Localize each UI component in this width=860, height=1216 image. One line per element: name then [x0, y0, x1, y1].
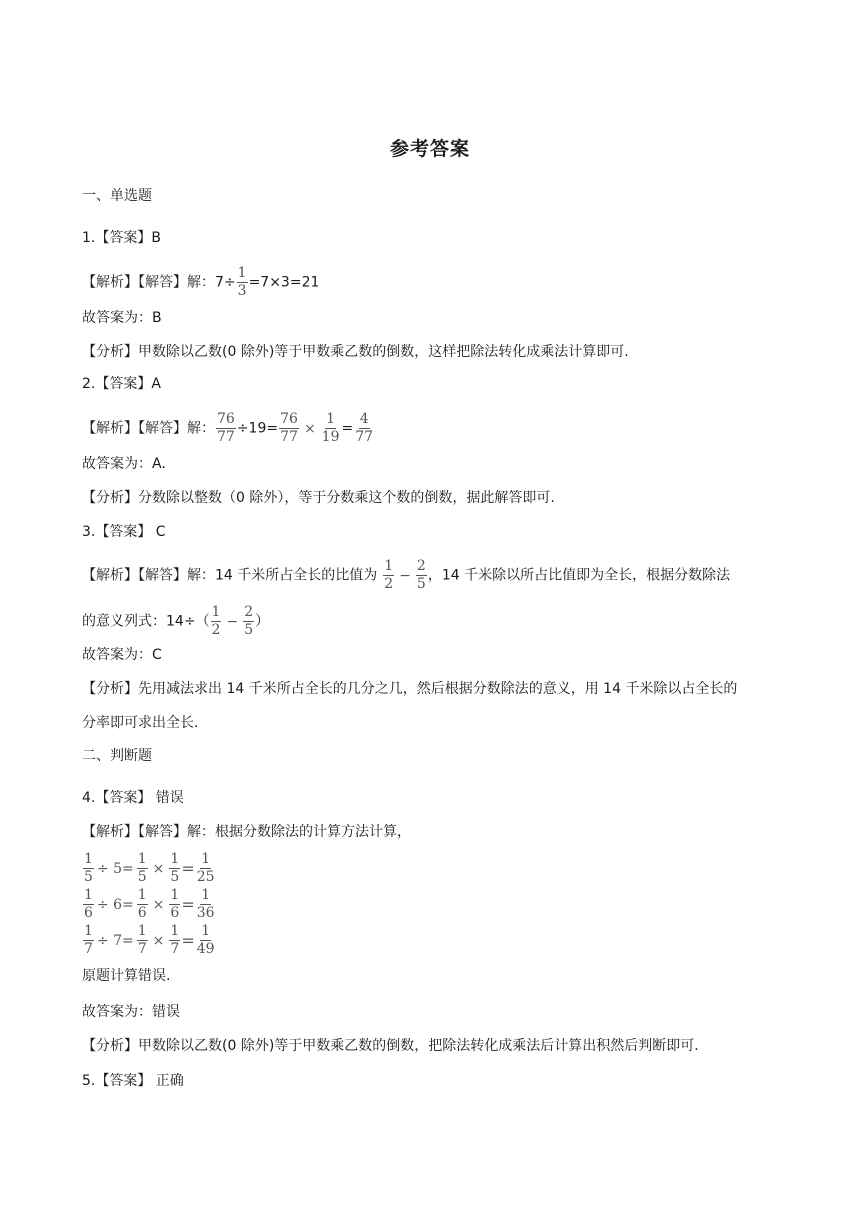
frac-denominator: 77	[355, 429, 374, 445]
frac-numerator: 1	[201, 887, 211, 903]
frac-numerator: 1	[237, 265, 247, 281]
frac-numerator: 1	[137, 887, 147, 903]
q2-analysis-prefix: 【解析】【解答】解：	[82, 420, 215, 437]
frac-numerator: 1	[326, 411, 336, 427]
q4-row3-d	[196, 924, 216, 957]
frac-denominator: 7	[84, 941, 93, 957]
q4-row3-c	[169, 924, 180, 957]
q1-expr-b: =7×3=21	[248, 274, 320, 291]
q2-times: ×	[303, 420, 316, 437]
frac-numerator: 1	[170, 851, 180, 867]
q4-row2-div: ÷ 6=	[96, 896, 134, 913]
q3-note-line1: 【分析】先用减法求出 14 千米所占全长的几分之几，然后根据分数除法的意义，用 14 千米除以占全长的	[82, 681, 738, 697]
frac-numerator: 1	[170, 923, 180, 939]
frac-denominator: 7	[170, 941, 180, 957]
q1-fraction	[237, 266, 248, 299]
q4-row3-times: ×	[152, 932, 165, 949]
q1-conclusion: 故答案为：B	[82, 310, 162, 326]
q4-row3-a	[83, 924, 94, 957]
q2-conclusion: 故答案为：A.	[82, 456, 166, 472]
q4-calc-row	[82, 888, 217, 921]
q4-row2-b	[137, 888, 148, 921]
frac-denominator: 19	[321, 429, 340, 445]
q4-row1-a	[83, 852, 94, 885]
q4-row1-d	[196, 852, 216, 885]
q2-fraction-4	[354, 412, 374, 445]
frac-denominator: 2	[384, 576, 394, 592]
frac-denominator: 3	[237, 283, 247, 299]
q3-analysis-line2	[82, 605, 269, 638]
frac-denominator: 77	[280, 429, 298, 445]
q3-line2-b: ）	[255, 613, 270, 630]
q3-minus: −	[399, 567, 411, 584]
q2-fraction-2	[279, 412, 299, 445]
frac-numerator: 76	[280, 411, 298, 427]
q4-row2-a	[83, 888, 94, 921]
frac-denominator: 6	[84, 905, 93, 921]
q4-note: 【分析】甲数除以乙数(0 除外)等于甲数乘乙数的倒数，把除法转化成乘法后计算出积然后判断即可.	[82, 1038, 699, 1054]
frac-denominator: 5	[170, 869, 180, 885]
q3-fraction-3	[211, 605, 222, 638]
frac-denominator: 77	[217, 429, 235, 445]
q3-minus-2: −	[226, 613, 239, 630]
frac-numerator: 1	[170, 887, 180, 903]
q3-analysis-line1	[82, 559, 730, 592]
page-title: 参考答案	[389, 138, 470, 160]
frac-denominator: 5	[137, 869, 147, 885]
q4-row1-b	[137, 852, 148, 885]
q2-answer: 2.【答案】A	[82, 376, 161, 392]
q3-line2-a: 的意义列式：14÷（	[82, 613, 210, 630]
q4-row3-b	[137, 924, 148, 957]
q3-line1-a: 【解析】【解答】解：14 千米所占全长的比值为	[82, 567, 378, 584]
frac-denominator: 6	[137, 905, 147, 921]
frac-denominator: 5	[244, 622, 254, 638]
frac-numerator: 1	[84, 851, 93, 867]
frac-numerator: 1	[84, 887, 93, 903]
frac-numerator: 2	[416, 558, 426, 574]
q4-row1-c	[169, 852, 180, 885]
q4-calc-row	[82, 924, 217, 957]
q3-conclusion: 故答案为：C	[82, 647, 162, 663]
q4-calc-row	[82, 852, 217, 885]
q3-fraction-4	[243, 605, 254, 638]
frac-numerator: 1	[384, 558, 394, 574]
frac-numerator: 1	[137, 851, 147, 867]
q4-row1-div: ÷ 5=	[96, 860, 134, 877]
q1-analysis-prefix: 【解析】【解答】解：	[82, 274, 215, 291]
frac-denominator: 6	[170, 905, 180, 921]
frac-denominator: 25	[196, 869, 215, 885]
q3-fraction-1	[383, 559, 394, 592]
q1-expr-a: 7÷	[215, 274, 236, 291]
q4-row2-eq: =	[181, 894, 195, 914]
q5-answer: 5.【答案】 正确	[82, 1073, 184, 1089]
frac-denominator: 5	[416, 576, 426, 592]
q4-answer: 4.【答案】 错误	[82, 790, 184, 806]
frac-numerator: 1	[201, 923, 211, 939]
q4-row2-times: ×	[152, 896, 165, 913]
q2-fraction-3	[321, 412, 341, 445]
q4-analysis: 【解析】【解答】解：根据分数除法的计算方法计算，	[82, 824, 411, 840]
frac-numerator: 1	[84, 923, 93, 939]
section-heading-single-choice: 一、单选题	[82, 188, 152, 204]
section-heading-true-false: 二、判断题	[82, 748, 152, 764]
q4-row2-c	[169, 888, 180, 921]
frac-numerator: 4	[359, 411, 369, 427]
q1-analysis	[82, 266, 319, 299]
q2-note: 【分析】分数除以整数（0 除外），等于分数乘这个数的倒数，据此解答即可.	[82, 490, 555, 506]
frac-denominator: 7	[137, 941, 147, 957]
frac-numerator: 76	[217, 411, 235, 427]
q4-row1-eq: =	[181, 858, 195, 878]
q4-row3-eq: =	[181, 930, 195, 950]
q1-note: 【分析】甲数除以乙数(0 除外)等于甲数乘乙数的倒数，这样把除法转化成乘法计算即可.	[82, 344, 629, 360]
q2-fraction-1	[216, 412, 236, 445]
q1-answer: 1.【答案】B	[82, 230, 161, 246]
frac-denominator: 2	[211, 622, 221, 638]
q3-answer: 3.【答案】 C	[82, 524, 166, 540]
frac-denominator: 36	[196, 905, 215, 921]
q4-row3-div: ÷ 7=	[96, 932, 134, 949]
q3-fraction-2	[416, 559, 427, 592]
frac-numerator: 2	[244, 604, 254, 620]
frac-numerator: 1	[211, 604, 221, 620]
q3-note-line2: 分率即可求出全长.	[82, 715, 199, 731]
q2-mid: ÷19=	[236, 420, 279, 437]
q2-analysis	[82, 412, 375, 445]
q4-row1-times: ×	[152, 860, 165, 877]
frac-denominator: 5	[84, 869, 93, 885]
frac-numerator: 1	[137, 923, 147, 939]
q2-eq: =	[341, 420, 354, 437]
q4-wrong-statement: 原题计算错误.	[82, 968, 171, 984]
frac-numerator: 1	[201, 851, 211, 867]
q3-line1-b: ，14 千米除以所占比值即为全长，根据分数除法	[427, 567, 731, 584]
frac-denominator: 49	[196, 941, 215, 957]
q4-row2-d	[196, 888, 216, 921]
q4-conclusion: 故答案为：错误	[82, 1004, 180, 1020]
